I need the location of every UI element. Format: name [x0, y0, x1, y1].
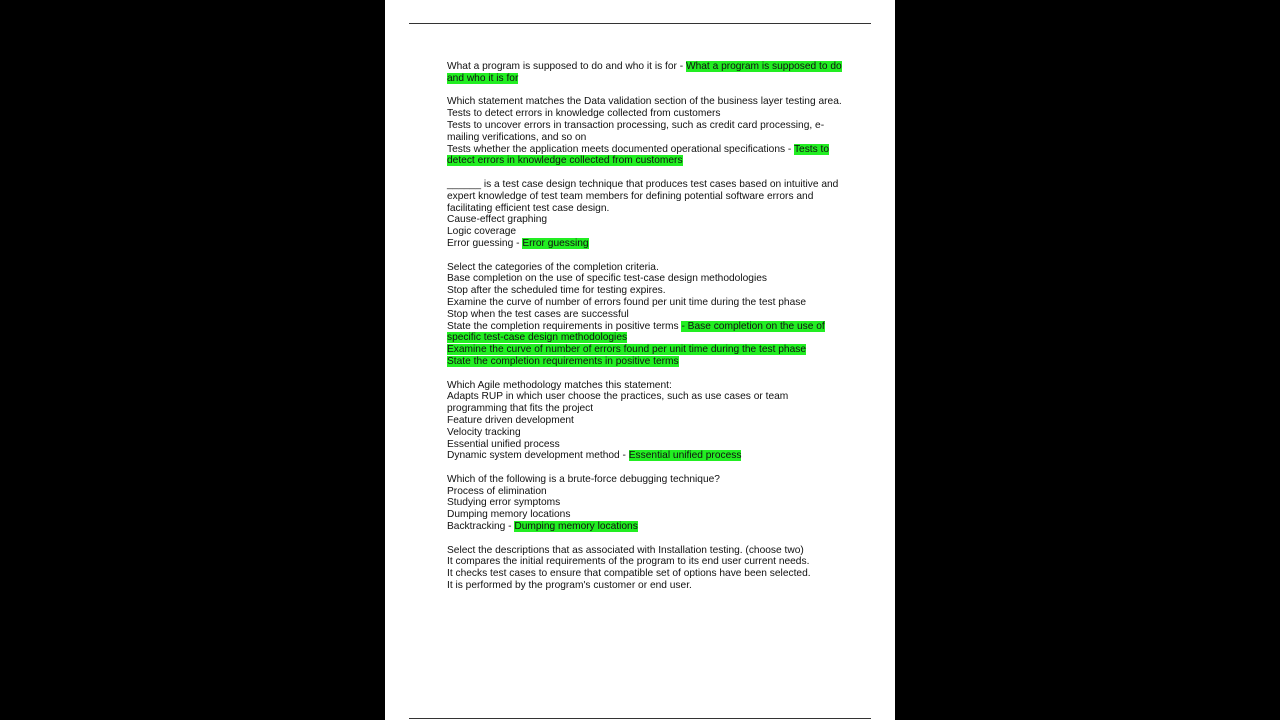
question-block	[447, 545, 847, 592]
highlighted-answer: Tests to detect errors in knowledge collected from customers	[447, 143, 830, 167]
highlighted-answer: - Base completion on the use of specific test-case design methodologies	[447, 320, 825, 344]
question-block	[447, 474, 847, 533]
highlighted-answer: What a program is supposed to do and who it is for	[447, 61, 842, 84]
question-text: State the completion requirements in positive terms	[447, 320, 682, 332]
question-block	[447, 262, 847, 368]
question-text: Dynamic system development method -	[447, 450, 629, 462]
question-text: Cause-effect graphing	[447, 214, 548, 226]
question-text: Which Agile methodology matches this statement:	[447, 379, 672, 391]
question-text: Stop when the test cases are successful	[447, 308, 629, 320]
question-text: Adapts RUP in which user choose the practices, such as use cases or team programming that fits the project	[447, 391, 789, 415]
document-page	[385, 0, 895, 720]
highlighted-answer: State the completion requirements in positive terms	[447, 355, 679, 367]
question-block	[447, 179, 847, 250]
question-text: Base completion on the use of specific test-case design methodologies	[447, 273, 767, 285]
question-text: Tests whether the application meets documented operational specifications -	[447, 143, 794, 155]
highlighted-answer: Examine the curve of number of errors found per unit time during the test phase	[447, 344, 807, 356]
question-text: It checks test cases to ensure that compatible set of options have been selected.	[447, 568, 811, 580]
highlighted-answer: Dumping memory locations	[514, 521, 638, 533]
question-text: It is performed by the program's customer or end user.	[447, 580, 692, 592]
highlighted-answer: Error guessing	[522, 237, 589, 249]
question-text: Feature driven development	[447, 414, 574, 426]
question-text: Select the descriptions that as associated with Installation testing. (choose two)	[447, 544, 804, 556]
question-text: What a program is supposed to do and who it is for -	[447, 61, 686, 72]
question-text: Select the categories of the completion criteria.	[447, 261, 659, 273]
question-text: Studying error symptoms	[447, 497, 561, 509]
question-text: Essential unified process	[447, 438, 560, 450]
question-text: Stop after the scheduled time for testing expires.	[447, 285, 666, 297]
question-text: Backtracking -	[447, 521, 515, 533]
question-text: Logic coverage	[447, 226, 517, 238]
question-text: Dumping memory locations	[447, 509, 571, 521]
footer-rule	[409, 718, 871, 719]
question-text: Tests to detect errors in knowledge collected from customers	[447, 108, 721, 120]
question-text: Error guessing -	[447, 237, 523, 249]
header-rule	[409, 23, 871, 24]
question-block	[447, 380, 847, 463]
highlighted-answer: Essential unified process	[628, 450, 742, 462]
question-text: Velocity tracking	[447, 426, 521, 438]
question-text: Process of elimination	[447, 485, 547, 497]
question-block	[447, 61, 847, 85]
question-text: Which statement matches the Data validation section of the business layer testing area.	[447, 96, 842, 108]
question-block	[447, 96, 847, 167]
question-text: ______ is a test case design technique that produces test cases based on intuitive and expert knowledge of test team members for defining potential software errors and facilitating efficient test case design.	[447, 178, 839, 214]
question-text: Tests to uncover errors in transaction processing, such as credit card processing, e-mailing verifications, and so on	[447, 119, 825, 143]
question-text: Examine the curve of number of errors found per unit time during the test phase	[447, 296, 807, 308]
question-text: It compares the initial requirements of the program to its end user current needs.	[447, 556, 810, 568]
document-content	[447, 61, 847, 604]
question-text: Which of the following is a brute-force debugging technique?	[447, 473, 720, 485]
